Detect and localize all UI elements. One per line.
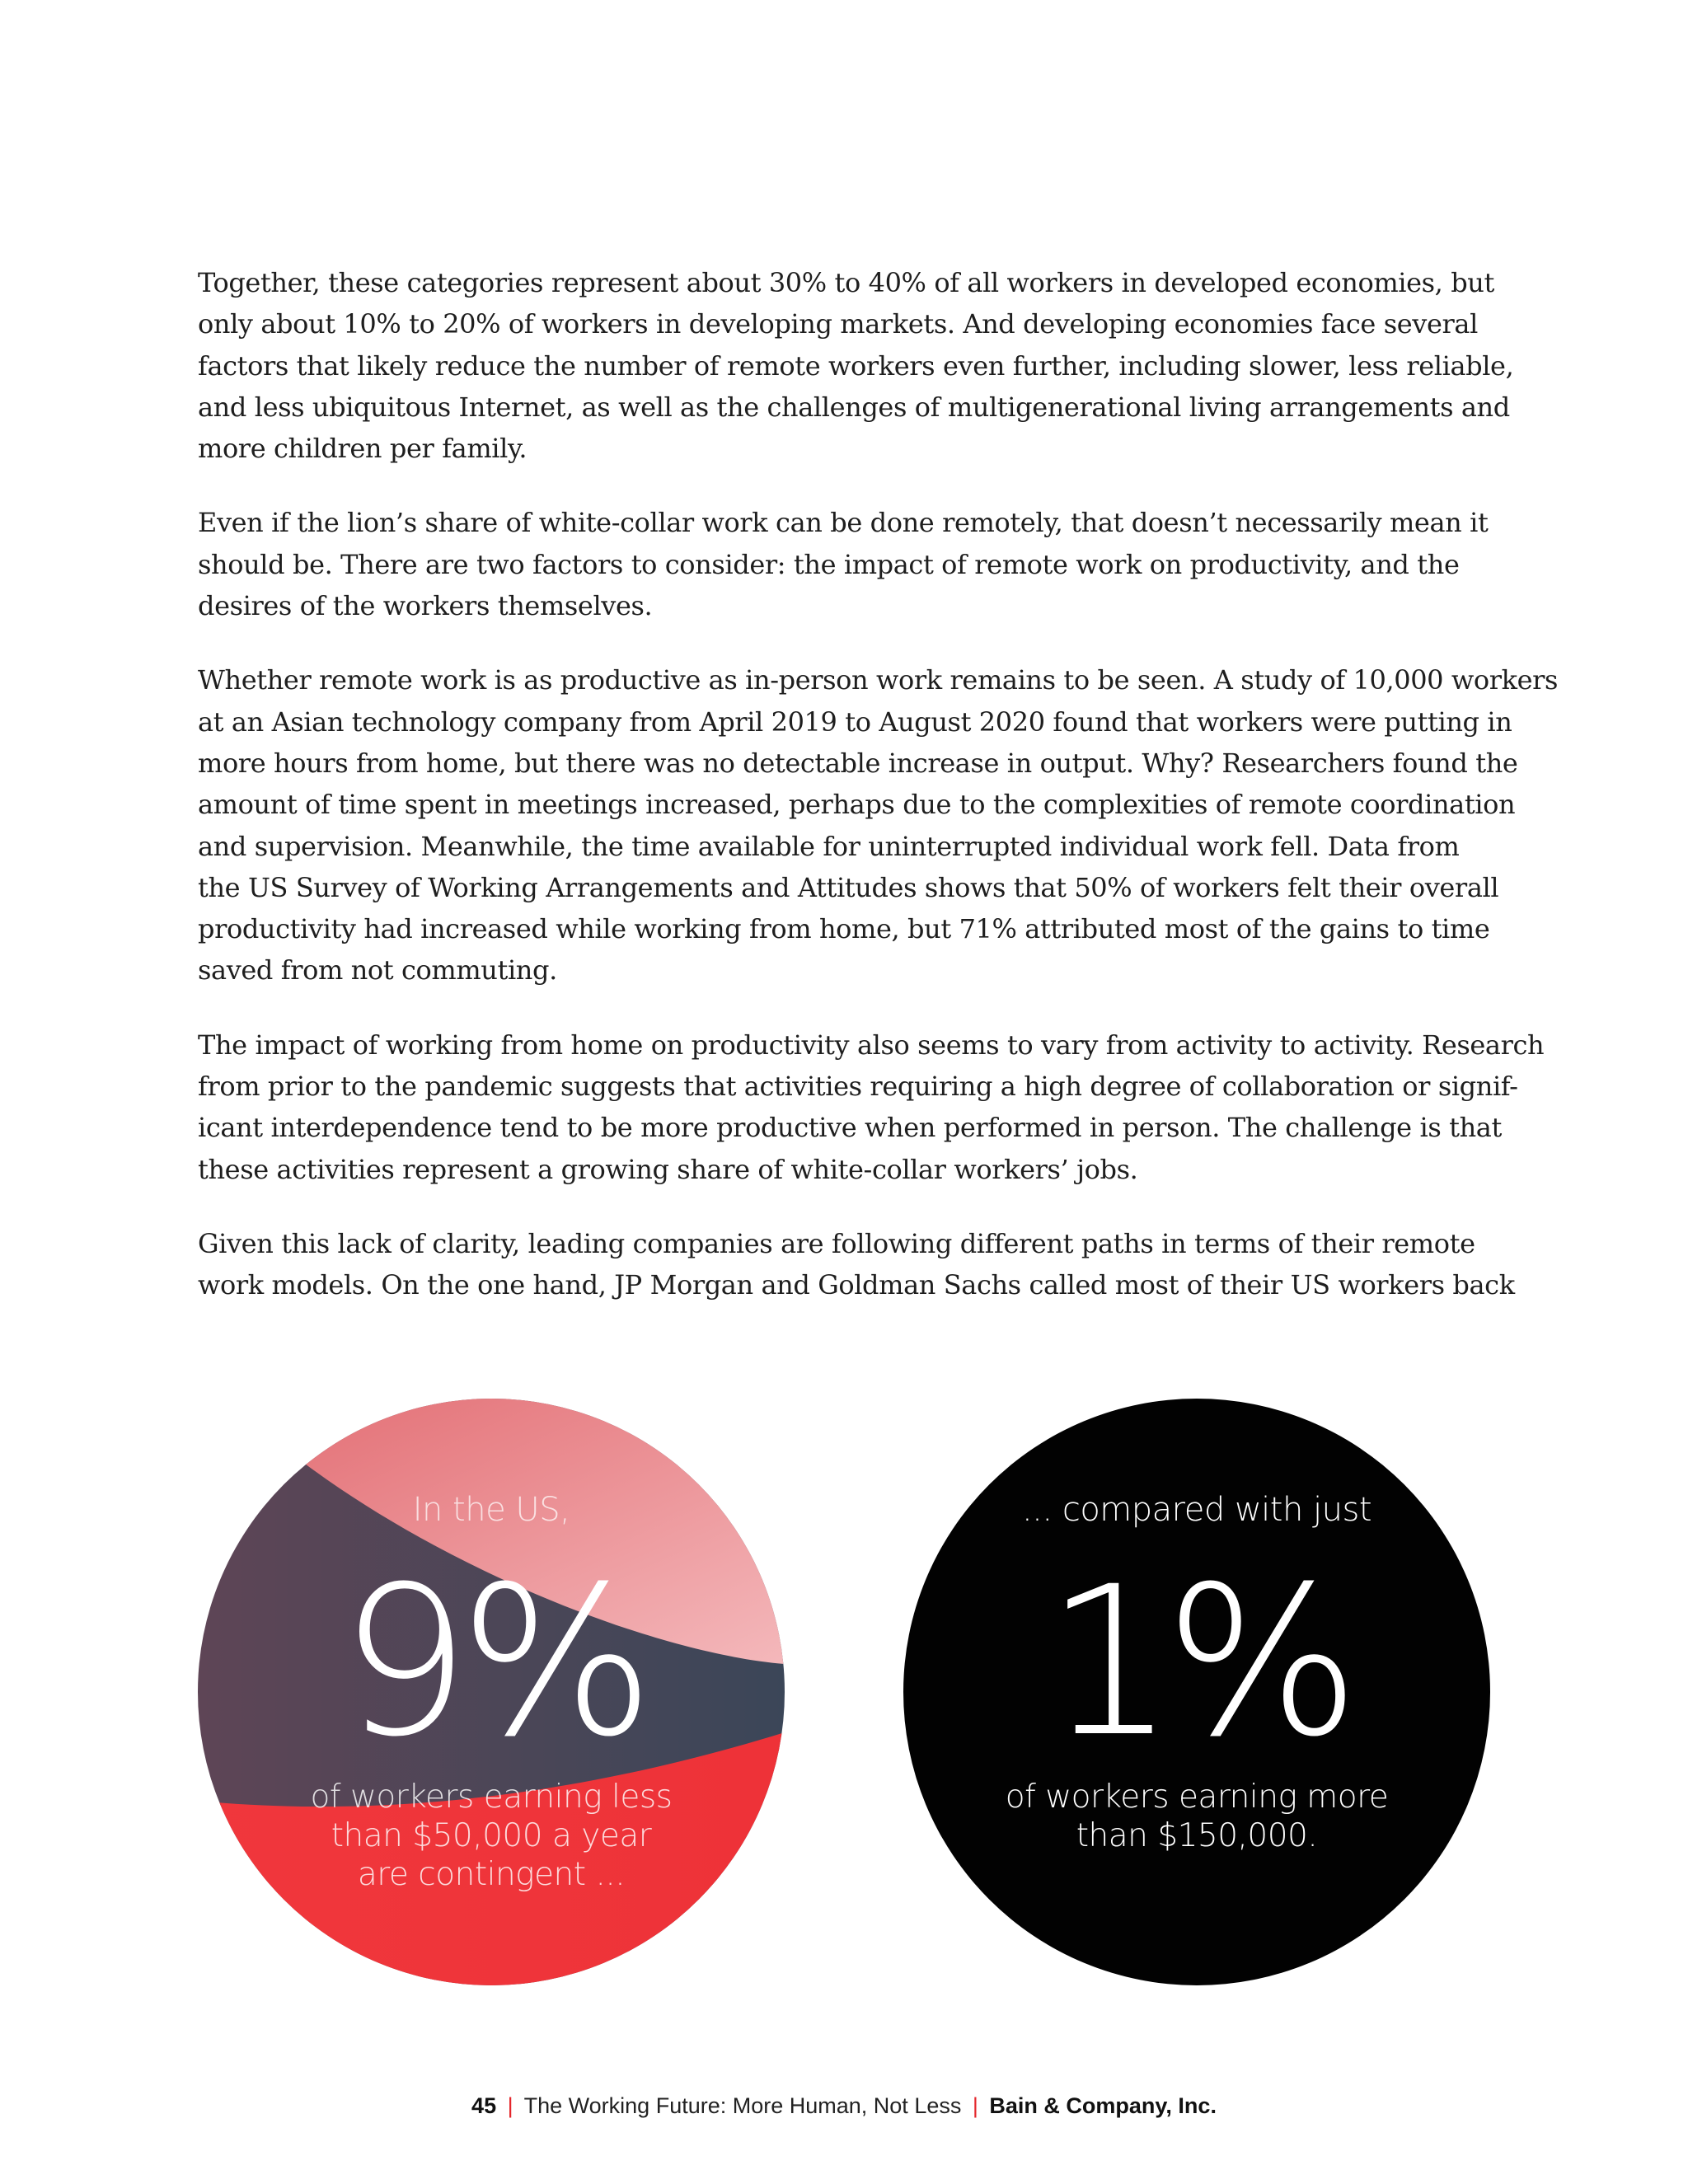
text-line: saved from not commuting. [198,954,557,987]
stat-description-line: than $50,000 a year [331,1817,652,1854]
text-line: Given this lack of clarity, leading companies are following different paths in terms of their remote [198,1227,1475,1259]
company-name: Bain & Company, Inc. [989,2093,1217,2118]
text-line: The impact of working from home on productivity also seems to vary from activity to activity. Research [198,1029,1545,1061]
paragraph [198,502,1508,626]
text-line: icant interdependence tend to be more productive when performed in person. The challenge is that [198,1112,1502,1144]
text-line: Even if the lion’s share of white-collar work can be done remotely, that doesn’t necessarily mean it [198,507,1489,539]
text-line: factors that likely reduce the number of remote workers even further, including slower, less reliable, [198,349,1514,382]
text-line: more children per family. [198,433,528,465]
stat-value: 9% [339,1542,644,1782]
paragraph [198,659,1559,991]
text-line: and less ubiquitous Internet, as well as the challenges of multigenerational living arrangements and [198,391,1510,423]
text-line: work models. On the one hand, JP Morgan and Goldman Sachs called most of their US workers back [198,1269,1515,1301]
stat-circle-high-income [903,1399,1490,1985]
stat-circle-low-income [198,1399,785,1985]
text-line: productivity had increased while working from home, but 71% attributed most of the gains to time [198,913,1490,945]
publication-title: The Working Future: More Human, Not Less [523,2093,962,2118]
text-line: amount of time spent in meetings increased, perhaps due to the complexities of remote coordination [198,789,1516,821]
paragraph [198,262,1514,469]
stat-description-line: of workers earning more [1005,1779,1389,1816]
text-line: only about 10% to 20% of workers in developing markets. And developing economies face several [198,308,1478,340]
footer-separator: | [507,2093,513,2118]
text-line: these activities represent a growing share of white-collar workers’ jobs. [198,1153,1138,1185]
stat-description [903,1778,1490,1855]
text-line: Together, these categories represent about 30% to 40% of all workers in developed economies, but [198,267,1494,298]
text-line: the US Survey of Working Arrangements and Attitudes shows that 50% of workers felt their overall [198,871,1499,903]
page-number: 45 [471,2093,497,2118]
text-line: more hours from home, but there was no detectable increase in output. Why? Researchers found the [198,747,1518,779]
text-line: should be. There are two factors to consider: the impact of remote work on productivity, and the [198,548,1460,580]
article-body [198,262,1559,1339]
footer-separator: | [972,2093,978,2118]
stat-description-line: than $150,000. [1076,1817,1318,1854]
paragraph [198,1024,1545,1190]
text-line: at an Asian technology company from April 2019 to August 2020 found that workers were putting in [198,705,1512,738]
paragraph [198,1223,1515,1306]
stat-intro: In the US, [412,1491,570,1529]
page-footer [0,2093,1688,2119]
text-line: from prior to the pandemic suggests that activities requiring a high degree of collaboration or signif- [198,1071,1518,1103]
stat-description [198,1778,785,1894]
stat-value: 1% [1044,1542,1349,1782]
stat-description-line: of workers earning less [310,1779,673,1816]
text-line: desires of the workers themselves. [198,590,653,622]
text-line: and supervision. Meanwhile, the time available for uninterrupted individual work fell. Data from [198,830,1460,862]
stat-intro: ... compared with just [1021,1491,1372,1529]
text-line: Whether remote work is as productive as in-person work remains to be seen. A study of 10,000 workers [198,664,1559,696]
stat-description-line: are contingent ... [357,1856,626,1893]
